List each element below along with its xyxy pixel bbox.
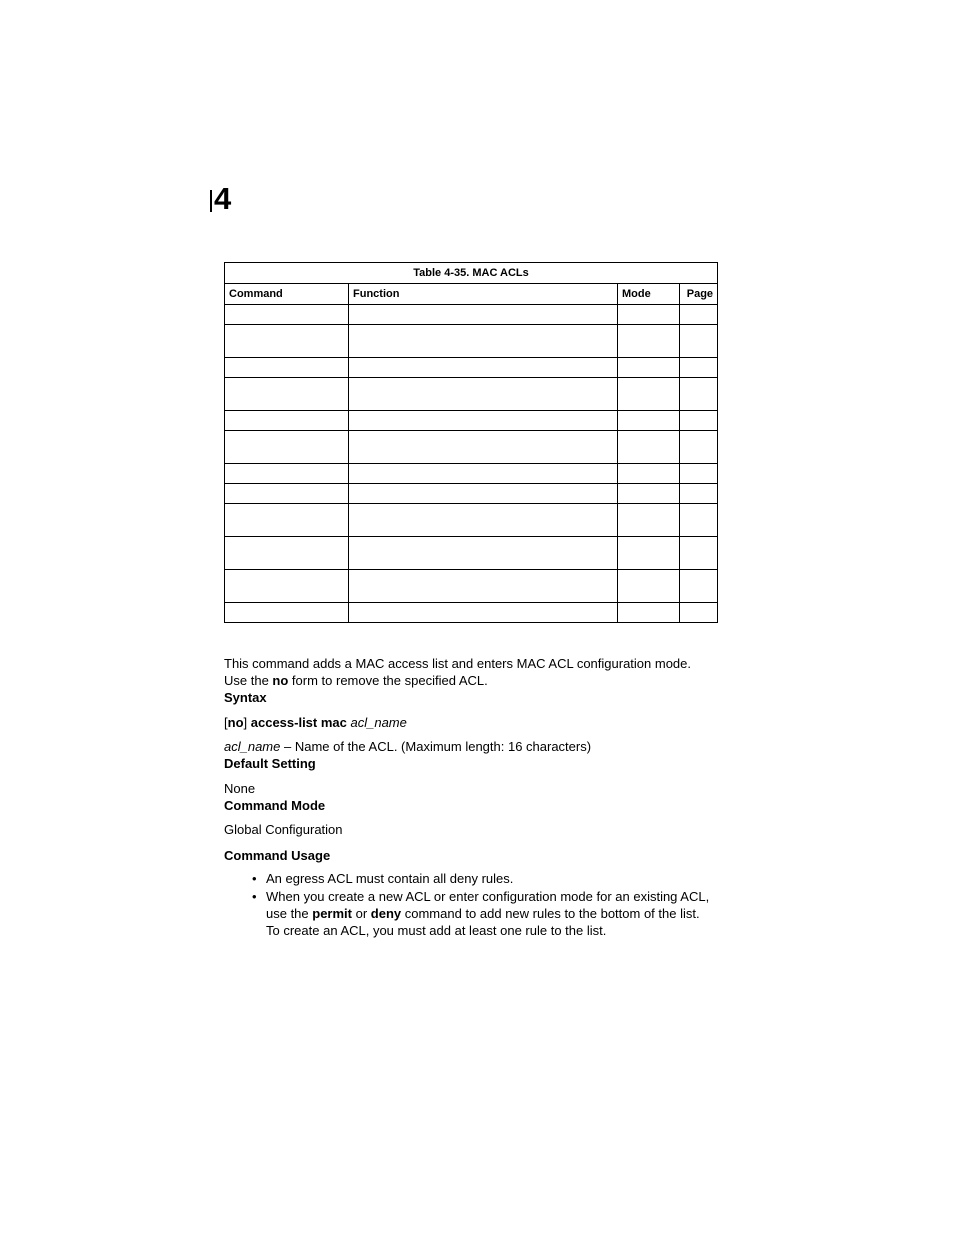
- table-row: [225, 570, 718, 603]
- header-mode: Mode: [618, 284, 680, 305]
- cell-mode: [618, 325, 680, 358]
- cell-command: [225, 325, 349, 358]
- cell-command: [225, 358, 349, 378]
- cell-page: [680, 484, 718, 504]
- cell-function: [349, 325, 618, 358]
- list-item: [252, 888, 716, 939]
- table-row: [225, 325, 718, 358]
- bullet-icon: •: [252, 871, 257, 886]
- cell-function: [349, 603, 618, 623]
- table-caption: Table 4-35. MAC ACLs: [225, 263, 718, 284]
- table-row: [225, 603, 718, 623]
- cell-command: [225, 537, 349, 570]
- cell-function: [349, 431, 618, 464]
- cell-function: [349, 504, 618, 537]
- syntax-param: acl_name: [350, 715, 407, 730]
- deny-keyword: deny: [370, 906, 402, 921]
- cell-command: [225, 378, 349, 411]
- cell-mode: [618, 484, 680, 504]
- cell-function: [349, 378, 618, 411]
- command-description: [224, 655, 716, 940]
- intro-line-2-pre: Use the: [224, 673, 273, 688]
- usage-item-1: An egress ACL must contain all deny rules.: [266, 871, 514, 886]
- table-row: [225, 378, 718, 411]
- cell-mode: [618, 358, 680, 378]
- syntax-command: access-list mac: [250, 715, 347, 730]
- cell-page: [680, 603, 718, 623]
- cell-mode: [618, 504, 680, 537]
- table-row: [225, 464, 718, 484]
- table-header-row: [225, 284, 718, 305]
- usage-item-2-or: or: [352, 906, 371, 921]
- chapter-number: 4: [214, 181, 232, 216]
- cell-page: [680, 431, 718, 464]
- chapter-bar: [210, 190, 212, 212]
- cell-command: [225, 603, 349, 623]
- table-row: [225, 305, 718, 325]
- cell-mode: [618, 305, 680, 325]
- command-usage-heading: Command Usage: [224, 848, 331, 863]
- syntax-line: [224, 714, 716, 731]
- cell-page: [680, 325, 718, 358]
- table-row: [225, 484, 718, 504]
- cell-page: [680, 378, 718, 411]
- intro-line-1: This command adds a MAC access list and enters MAC ACL configuration mode.: [224, 656, 692, 671]
- cell-mode: [618, 378, 680, 411]
- chapter-marker: [210, 181, 240, 216]
- cell-page: [680, 570, 718, 603]
- cell-page: [680, 305, 718, 325]
- default-setting-heading: Default Setting: [224, 756, 316, 771]
- cell-function: [349, 537, 618, 570]
- usage-item-2-line-3: To create an ACL, you must add at least one rule to the list.: [266, 923, 607, 938]
- cell-page: [680, 537, 718, 570]
- cell-command: [225, 570, 349, 603]
- cell-mode: [618, 431, 680, 464]
- param-name: acl_name: [224, 739, 281, 754]
- cell-command: [225, 504, 349, 537]
- command-mode-value: Global Configuration: [224, 822, 343, 837]
- table-row: [225, 411, 718, 431]
- cell-mode: [618, 464, 680, 484]
- usage-item-2-line-1: When you create a new ACL or enter configuration mode for an existing ACL,: [266, 889, 710, 904]
- header-function: Function: [349, 284, 618, 305]
- cell-command: [225, 305, 349, 325]
- param-desc: – Name of the ACL. (Maximum length: 16 characters): [280, 739, 592, 754]
- usage-item-2-pre: use the: [266, 906, 313, 921]
- mac-acl-table: [224, 262, 718, 623]
- intro-paragraph: [224, 655, 716, 689]
- syntax-open-bracket: [: [224, 715, 228, 730]
- cell-page: [680, 504, 718, 537]
- syntax-no-keyword: no: [227, 715, 244, 730]
- table-row: [225, 431, 718, 464]
- cell-page: [680, 358, 718, 378]
- cell-function: [349, 358, 618, 378]
- bullet-icon: •: [252, 889, 257, 904]
- table-row: [225, 358, 718, 378]
- syntax-heading: Syntax: [224, 690, 267, 705]
- cell-function: [349, 464, 618, 484]
- cell-mode: [618, 603, 680, 623]
- cell-command: [225, 484, 349, 504]
- list-item: [252, 870, 716, 887]
- cell-mode: [618, 570, 680, 603]
- cell-function: [349, 305, 618, 325]
- cell-command: [225, 464, 349, 484]
- syntax-param-description: [224, 738, 716, 755]
- usage-item-2-post: command to add new rules to the bottom of the list.: [401, 906, 700, 921]
- cell-mode: [618, 537, 680, 570]
- command-usage-list: [252, 870, 716, 939]
- cell-page: [680, 464, 718, 484]
- cell-function: [349, 570, 618, 603]
- default-setting-value: None: [224, 781, 256, 796]
- cell-function: [349, 411, 618, 431]
- cell-mode: [618, 411, 680, 431]
- table-row: [225, 504, 718, 537]
- cell-command: [225, 411, 349, 431]
- intro-no-keyword: no: [272, 673, 289, 688]
- header-command: Command: [225, 284, 349, 305]
- permit-keyword: permit: [312, 906, 352, 921]
- cell-command: [225, 431, 349, 464]
- cell-page: [680, 411, 718, 431]
- header-page: Page: [680, 284, 718, 305]
- syntax-close-bracket: ]: [243, 715, 251, 730]
- command-mode-heading: Command Mode: [224, 798, 326, 813]
- intro-line-2-post: form to remove the specified ACL.: [288, 673, 488, 688]
- table-row: [225, 537, 718, 570]
- cell-function: [349, 484, 618, 504]
